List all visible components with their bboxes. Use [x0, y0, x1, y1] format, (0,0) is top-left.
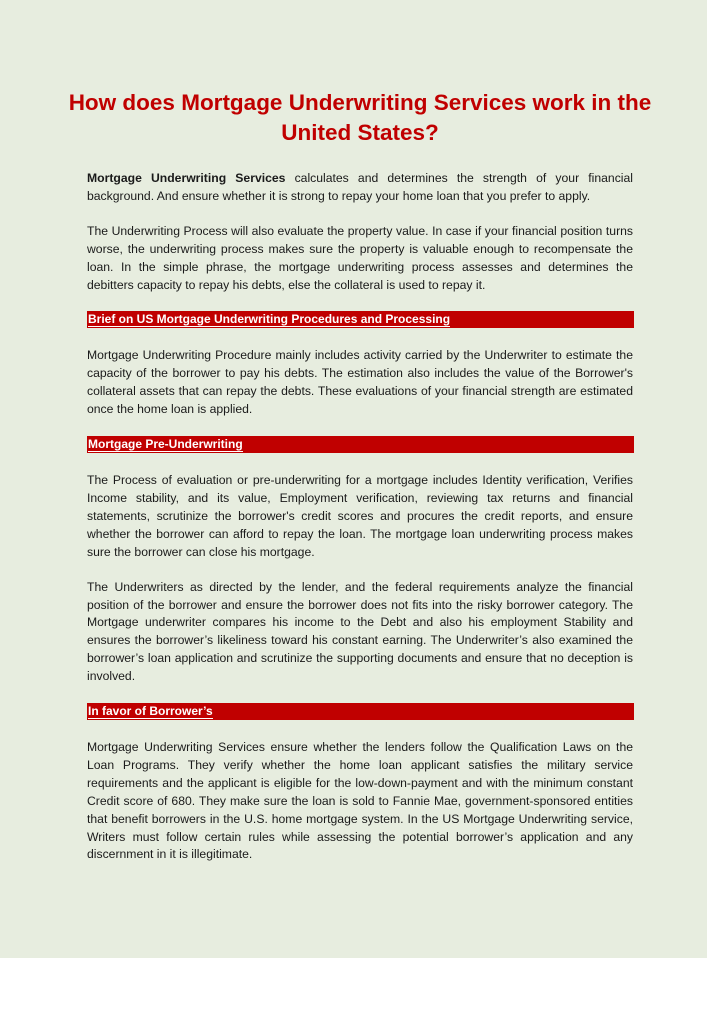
intro-paragraph: [87, 170, 633, 206]
section-heading-pre-underwriting: [87, 436, 634, 453]
section-heading-brief: [87, 311, 634, 328]
section-paragraph: The Process of evaluation or pre-underwriting for a mortgage includes Identity verification, Verifies Income stability, and its value, Employment verification, reviewing tax returns and financial statements, scrutinize the borrower's credit scores and procures the credit reports, and ensure whether the borrower can afford to repay the loan. The mortgage loan underwriting process makes sure the borrower can close his mortgage.: [87, 473, 633, 559]
section-heading-in-favor-of-borrowers: [87, 703, 634, 720]
section-heading-label: In favor of Borrower’s: [88, 704, 213, 719]
section-paragraph: The Underwriters as directed by the lender, and the federal requirements analyze the financial position of the borrower and ensure the borrower does not fits into the risky borrower category. The Mortgage underwriter compares his income to the Debt and also his employment Stability and ensures the borrower’s likeliness toward his constant earning. The Underwriter’s also examined the borrower’s loan application and scrutinize the supporting documents and ensure that no deception is involved.: [87, 579, 633, 684]
document-title: How does Mortgage Underwriting Services work in the United States?: [68, 90, 652, 145]
section-paragraph: Mortgage Underwriting Services ensure whether the lenders follow the Qualification Laws on the Loan Programs. They verify whether the home loan applicant satisfies the military service requirements and the applicant is eligible for the low-down-payment and with the minimum constant Credit score of 680. They make sure the loan is sold to Fannie Mae, government-sponsored entities that benefit borrowers in the U.S. home mortgage system. In the US Mortgage Underwriting service, Writers must follow certain rules while assessing the potential borrower’s application and any discernment in it is illegitimate.: [87, 740, 633, 862]
intro-text: calculates and determines the strength of your financial background. And ensure whether it is strong to repay your home loan that you prefer to apply.: [87, 171, 633, 203]
section-paragraph: Mortgage Underwriting Procedure mainly includes activity carried by the Underwriter to estimate the capacity of the borrower to pay his debts. The estimation also includes the value of the Borrower's collateral assets that can repay the debts. These evaluations of your financial strength are estimated once the home loan is applied.: [87, 348, 633, 417]
section-heading-label: Mortgage Pre-Underwriting: [88, 437, 243, 452]
intro-bold-lead: Mortgage Underwriting Services: [87, 171, 286, 185]
underwriting-process-paragraph: The Underwriting Process will also evaluate the property value. In case if your financial position turns worse, the underwriting process makes sure the property is valuable enough to recompensate the loan. In the simple phrase, the mortgage underwriting process assesses and determines the debitters capacity to repay his debts, else the collateral is used to repay it.: [87, 223, 633, 292]
document-body: [87, 170, 633, 881]
section-heading-label: Brief on US Mortgage Underwriting Procedures and Processing: [88, 312, 451, 327]
